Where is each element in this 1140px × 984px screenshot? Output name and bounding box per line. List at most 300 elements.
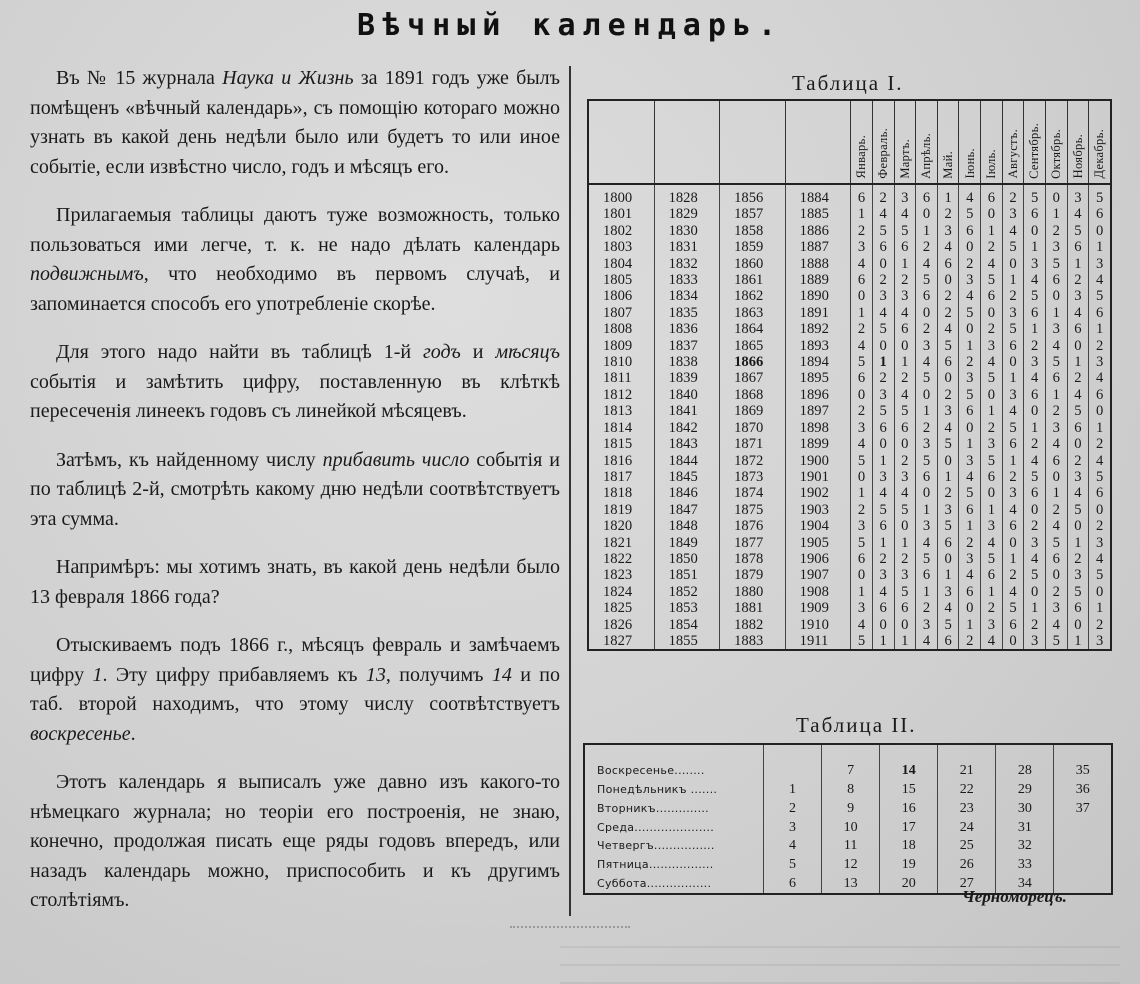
year-cell: 1808 (588, 321, 654, 337)
value-cell: 2 (981, 600, 1003, 616)
number-cell: 2 (764, 799, 822, 818)
month-label: Іюль. (984, 148, 999, 179)
month-label: Ноябрь. (1070, 134, 1085, 179)
year-cell: 1802 (588, 223, 654, 239)
year-cell: 1805 (588, 272, 654, 288)
value-cell: 6 (916, 288, 938, 304)
year-cell: 1899 (785, 436, 851, 452)
value-cell: 2 (959, 535, 981, 551)
value-cell: 3 (872, 288, 894, 304)
value-cell: 5 (981, 453, 1003, 469)
value-cell: 3 (981, 338, 1003, 354)
paragraph (30, 338, 560, 427)
value-cell: 1 (1024, 600, 1046, 616)
value-cell: 0 (1089, 223, 1111, 239)
value-cell: 4 (872, 305, 894, 321)
value-cell: 3 (1045, 420, 1067, 436)
value-cell: 2 (1024, 617, 1046, 633)
number-cell: 9 (822, 799, 880, 818)
year-cell: 1878 (720, 551, 786, 567)
text-run: Затѣмъ, къ найденному числу (56, 448, 323, 471)
italic-text: 13 (365, 663, 386, 686)
table-row (588, 469, 1111, 485)
value-cell: 0 (894, 338, 916, 354)
value-cell: 0 (851, 387, 873, 403)
year-cell: 1851 (654, 567, 720, 583)
value-cell: 1 (1024, 420, 1046, 436)
value-cell: 4 (894, 206, 916, 222)
value-cell: 0 (894, 617, 916, 633)
value-cell: 0 (959, 420, 981, 436)
value-cell: 0 (1045, 567, 1067, 583)
table-row (588, 403, 1111, 419)
value-cell: 1 (916, 223, 938, 239)
year-header-cell (785, 100, 851, 184)
year-cell: 1889 (785, 272, 851, 288)
number-cell: 27 (938, 874, 996, 894)
value-cell: 3 (981, 617, 1003, 633)
year-cell: 1882 (720, 617, 786, 633)
year-cell: 1827 (588, 633, 654, 650)
value-cell: 6 (1089, 387, 1111, 403)
value-cell: 5 (1045, 256, 1067, 272)
number-cell: 12 (822, 856, 880, 875)
value-cell: 5 (872, 223, 894, 239)
number-cell: 35 (1054, 744, 1112, 781)
value-cell: 6 (1045, 453, 1067, 469)
text-run: событія и замѣтить цифру, поставленную въ клѣткѣ пересеченія линеекъ годовъ съ линейкой мѣсяцевъ. (30, 370, 560, 422)
month-header (1024, 100, 1046, 184)
value-cell: 3 (851, 518, 873, 534)
year-cell: 1847 (654, 502, 720, 518)
value-cell: 1 (894, 256, 916, 272)
number-cell: 37 (1054, 799, 1112, 818)
year-cell: 1818 (588, 485, 654, 501)
value-cell: 0 (959, 239, 981, 255)
value-cell: 1 (1045, 206, 1067, 222)
year-cell: 1861 (720, 272, 786, 288)
value-cell: 1 (1002, 370, 1024, 386)
value-cell: 2 (1045, 502, 1067, 518)
value-cell: 5 (1002, 321, 1024, 337)
value-cell: 6 (894, 600, 916, 616)
value-cell: 2 (1067, 453, 1089, 469)
value-cell: 5 (959, 206, 981, 222)
value-cell: 1 (894, 633, 916, 650)
value-cell: 6 (1089, 485, 1111, 501)
value-cell: 0 (1067, 436, 1089, 452)
table-row (588, 551, 1111, 567)
paragraph (30, 446, 560, 535)
value-cell: 0 (937, 453, 959, 469)
value-cell: 0 (851, 469, 873, 485)
year-cell: 1906 (785, 551, 851, 567)
value-cell: 6 (937, 535, 959, 551)
value-cell: 1 (959, 518, 981, 534)
value-cell: 1 (1067, 633, 1089, 650)
value-cell: 4 (1067, 206, 1089, 222)
value-cell: 6 (959, 223, 981, 239)
value-cell: 4 (1024, 551, 1046, 567)
value-cell: 4 (937, 600, 959, 616)
value-cell: 3 (959, 272, 981, 288)
year-cell: 1909 (785, 600, 851, 616)
text-run: Въ № 15 журнала (56, 67, 223, 89)
value-cell: 0 (1067, 338, 1089, 354)
table1-title: Таблица I. (792, 71, 904, 95)
year-cell: 1804 (588, 256, 654, 272)
table-row (588, 272, 1111, 288)
table-row (588, 567, 1111, 583)
month-header (959, 100, 981, 184)
value-cell: 4 (1045, 617, 1067, 633)
table-row (588, 502, 1111, 518)
weekday-cell: Воскресенье........ (584, 744, 764, 781)
value-cell: 5 (981, 272, 1003, 288)
year-cell: 1895 (785, 370, 851, 386)
value-cell: 2 (981, 420, 1003, 436)
value-cell: 3 (916, 436, 938, 452)
month-label: Іюнь. (962, 148, 977, 179)
value-cell: 6 (1067, 420, 1089, 436)
value-cell: 4 (1024, 370, 1046, 386)
year-cell: 1892 (785, 321, 851, 337)
value-cell: 4 (1089, 272, 1111, 288)
value-cell: 5 (1002, 239, 1024, 255)
text-run: и по таб. второй находимъ, что этому числу соотвѣтствуетъ (30, 663, 560, 715)
value-cell: 6 (1002, 436, 1024, 452)
value-cell: 4 (1045, 338, 1067, 354)
value-cell: 4 (851, 256, 873, 272)
value-cell: 2 (1024, 338, 1046, 354)
value-cell: 0 (981, 305, 1003, 321)
value-cell: 5 (872, 403, 894, 419)
year-cell: 1857 (720, 206, 786, 222)
year-cell: 1904 (785, 518, 851, 534)
year-cell: 1897 (785, 403, 851, 419)
value-cell: 4 (894, 485, 916, 501)
year-cell: 1905 (785, 535, 851, 551)
value-cell: 1 (894, 535, 916, 551)
article-text (30, 64, 560, 935)
number-cell: 11 (822, 837, 880, 856)
value-cell: 2 (851, 321, 873, 337)
value-cell: 3 (1089, 633, 1111, 650)
value-cell: 3 (959, 370, 981, 386)
year-cell: 1856 (720, 184, 786, 206)
value-cell: 6 (1067, 321, 1089, 337)
value-cell: 3 (1002, 305, 1024, 321)
year-cell: 1911 (785, 633, 851, 650)
value-cell: 4 (872, 485, 894, 501)
value-cell: 5 (872, 321, 894, 337)
value-cell: 4 (981, 354, 1003, 370)
value-cell: 2 (851, 502, 873, 518)
year-cell: 1845 (654, 469, 720, 485)
value-cell: 3 (1045, 321, 1067, 337)
value-cell: 1 (1089, 600, 1111, 616)
value-cell: 1 (981, 502, 1003, 518)
value-cell: 4 (959, 469, 981, 485)
year-cell: 1869 (720, 403, 786, 419)
value-cell: 4 (851, 617, 873, 633)
value-cell: 5 (937, 436, 959, 452)
value-cell: 2 (916, 239, 938, 255)
value-cell: 2 (851, 403, 873, 419)
value-cell: 5 (959, 387, 981, 403)
weekday-cell: Среда..................... (584, 818, 764, 837)
value-cell: 2 (1067, 551, 1089, 567)
value-cell: 6 (1089, 206, 1111, 222)
value-cell: 4 (1045, 436, 1067, 452)
year-cell: 1809 (588, 338, 654, 354)
value-cell: 3 (959, 551, 981, 567)
number-cell: 7 (822, 744, 880, 781)
value-cell: 1 (851, 584, 873, 600)
month-header (981, 100, 1003, 184)
month-label: Августъ. (1005, 129, 1020, 179)
year-cell: 1886 (785, 223, 851, 239)
number-cell: 23 (938, 799, 996, 818)
year-cell: 1902 (785, 485, 851, 501)
value-cell: 0 (916, 206, 938, 222)
value-cell: 1 (1045, 485, 1067, 501)
year-cell: 1868 (720, 387, 786, 403)
table-row (588, 206, 1111, 222)
value-cell: 1 (1002, 453, 1024, 469)
value-cell: 2 (894, 272, 916, 288)
value-cell: 5 (937, 338, 959, 354)
year-cell: 1865 (720, 338, 786, 354)
paragraph (30, 631, 560, 749)
value-cell: 5 (894, 502, 916, 518)
value-cell: 5 (851, 535, 873, 551)
value-cell: 4 (959, 288, 981, 304)
value-cell: 0 (1045, 469, 1067, 485)
value-cell: 4 (894, 305, 916, 321)
month-header (1089, 100, 1111, 184)
value-cell: 1 (959, 617, 981, 633)
value-cell: 6 (1024, 387, 1046, 403)
number-cell: 5 (764, 856, 822, 875)
value-cell: 2 (1089, 338, 1111, 354)
value-cell: 1 (981, 403, 1003, 419)
number-cell: 31 (996, 818, 1054, 837)
year-cell: 1876 (720, 518, 786, 534)
value-cell: 5 (916, 453, 938, 469)
year-cell: 1877 (720, 535, 786, 551)
value-cell: 3 (851, 239, 873, 255)
value-cell: 2 (872, 370, 894, 386)
table-row (584, 781, 1112, 800)
value-cell: 1 (851, 485, 873, 501)
number-cell: 4 (764, 837, 822, 856)
value-cell: 2 (1089, 518, 1111, 534)
year-cell: 1816 (588, 453, 654, 469)
value-cell: 3 (894, 469, 916, 485)
value-cell: 6 (1002, 617, 1024, 633)
value-cell: 3 (1067, 469, 1089, 485)
year-cell: 1801 (588, 206, 654, 222)
value-cell: 3 (1002, 485, 1024, 501)
weekday-cell: Пятница................. (584, 856, 764, 875)
value-cell: 0 (1067, 617, 1089, 633)
value-cell: 4 (916, 633, 938, 650)
value-cell: 2 (1089, 617, 1111, 633)
value-cell: 6 (1067, 239, 1089, 255)
value-cell: 6 (1045, 272, 1067, 288)
year-cell: 1852 (654, 584, 720, 600)
value-cell: 5 (916, 370, 938, 386)
year-cell: 1881 (720, 600, 786, 616)
value-cell: 2 (1024, 436, 1046, 452)
year-cell: 1866 (720, 354, 786, 370)
value-cell: 2 (872, 184, 894, 206)
year-cell: 1842 (654, 420, 720, 436)
value-cell: 5 (937, 617, 959, 633)
value-cell: 3 (1089, 354, 1111, 370)
value-cell: 2 (1067, 370, 1089, 386)
article-title: Вѣчный календарь. (356, 8, 784, 43)
value-cell: 1 (1045, 387, 1067, 403)
number-cell: 33 (996, 856, 1054, 875)
value-cell: 0 (1002, 354, 1024, 370)
number-cell: 32 (996, 837, 1054, 856)
value-cell: 5 (916, 272, 938, 288)
value-cell: 6 (937, 354, 959, 370)
value-cell: 5 (1067, 223, 1089, 239)
table-row (588, 600, 1111, 616)
value-cell: 1 (1089, 420, 1111, 436)
value-cell: 5 (1045, 535, 1067, 551)
value-cell: 0 (894, 436, 916, 452)
italic-text: прибавить число (322, 448, 470, 471)
year-cell: 1815 (588, 436, 654, 452)
number-cell: 10 (822, 818, 880, 837)
value-cell: 1 (1024, 239, 1046, 255)
year-cell: 1883 (720, 633, 786, 650)
year-cell: 1864 (720, 321, 786, 337)
value-cell: 4 (1067, 305, 1089, 321)
value-cell: 1 (937, 184, 959, 206)
value-cell: 2 (1045, 223, 1067, 239)
value-cell: 3 (937, 584, 959, 600)
year-cell: 1817 (588, 469, 654, 485)
column-divider (569, 66, 571, 916)
month-header (894, 100, 916, 184)
year-cell: 1849 (654, 535, 720, 551)
value-cell: 5 (1002, 420, 1024, 436)
value-cell: 4 (959, 567, 981, 583)
year-cell: 1806 (588, 288, 654, 304)
value-cell: 0 (959, 321, 981, 337)
month-header (1045, 100, 1067, 184)
value-cell: 6 (1045, 370, 1067, 386)
value-cell: 3 (894, 288, 916, 304)
value-cell: 0 (1067, 518, 1089, 534)
table-row (588, 338, 1111, 354)
value-cell: 2 (1002, 184, 1024, 206)
value-cell: 3 (1024, 256, 1046, 272)
number-cell: 6 (764, 874, 822, 894)
value-cell: 4 (1067, 485, 1089, 501)
value-cell: 2 (937, 305, 959, 321)
value-cell: 6 (916, 184, 938, 206)
number-cell: 28 (996, 744, 1054, 781)
value-cell: 0 (894, 518, 916, 534)
table-row (588, 420, 1111, 436)
table-row (588, 584, 1111, 600)
year-cell: 1850 (654, 551, 720, 567)
value-cell: 4 (894, 387, 916, 403)
value-cell: 3 (916, 617, 938, 633)
value-cell: 4 (1002, 223, 1024, 239)
value-cell: 4 (937, 420, 959, 436)
text-run: Прилагаемыя таблицы даютъ туже возможность, только пользоваться ими легче, т. к. не надо дѣлать календарь (30, 204, 560, 256)
value-cell: 1 (1002, 272, 1024, 288)
year-cell: 1901 (785, 469, 851, 485)
year-cell: 1819 (588, 502, 654, 518)
weekday-cell: Четвергъ................ (584, 837, 764, 856)
value-cell: 2 (937, 206, 959, 222)
value-cell: 1 (1002, 551, 1024, 567)
text-run: Отыскиваемъ подъ 1866 г., мѣсяцъ февраль и замѣчаемъ цифру (30, 634, 560, 686)
value-cell: 4 (872, 206, 894, 222)
value-cell: 1 (1024, 321, 1046, 337)
year-cell: 1888 (785, 256, 851, 272)
value-cell: 2 (916, 600, 938, 616)
value-cell: 4 (981, 535, 1003, 551)
value-cell: 6 (981, 567, 1003, 583)
value-cell: 5 (981, 551, 1003, 567)
value-cell: 5 (1024, 288, 1046, 304)
value-cell: 2 (937, 387, 959, 403)
value-cell: 3 (894, 184, 916, 206)
table1 (587, 99, 1112, 651)
value-cell: 6 (1002, 338, 1024, 354)
text-run: , получимъ (385, 663, 492, 686)
year-cell: 1826 (588, 617, 654, 633)
year-cell: 1820 (588, 518, 654, 534)
value-cell: 0 (851, 567, 873, 583)
value-cell: 0 (1024, 403, 1046, 419)
month-label: Февраль. (875, 127, 890, 179)
table-row (588, 184, 1111, 206)
value-cell: 0 (959, 600, 981, 616)
value-cell: 1 (959, 338, 981, 354)
value-cell: 2 (959, 256, 981, 272)
value-cell: 0 (937, 551, 959, 567)
number-cell: 15 (880, 781, 938, 800)
value-cell: 6 (981, 469, 1003, 485)
value-cell: 0 (1002, 256, 1024, 272)
table-row (584, 818, 1112, 837)
value-cell: 2 (937, 485, 959, 501)
value-cell: 3 (872, 469, 894, 485)
value-cell: 6 (851, 551, 873, 567)
value-cell: 5 (1089, 184, 1111, 206)
value-cell: 3 (1024, 535, 1046, 551)
value-cell: 5 (1067, 584, 1089, 600)
year-cell: 1810 (588, 354, 654, 370)
table-row (588, 453, 1111, 469)
value-cell: 0 (981, 485, 1003, 501)
value-cell: 5 (981, 370, 1003, 386)
value-cell: 1 (894, 354, 916, 370)
year-cell: 1863 (720, 305, 786, 321)
year-header-cell (720, 100, 786, 184)
year-cell: 1908 (785, 584, 851, 600)
